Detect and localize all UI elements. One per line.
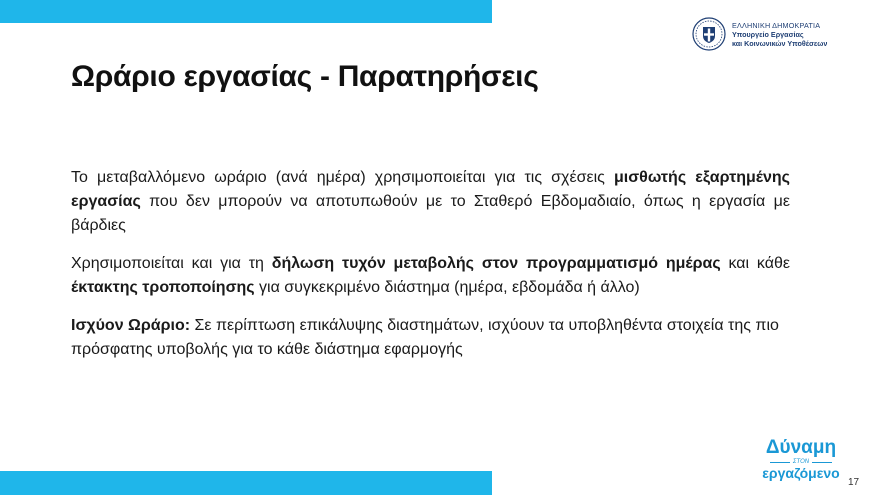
ministry-name-line2: και Κοινωνικών Υποθέσεων bbox=[732, 38, 828, 48]
page-number: 17 bbox=[848, 477, 860, 488]
p2-bold-2: έκτακτης τροποποίησης bbox=[71, 279, 255, 296]
top-accent-bar bbox=[0, 0, 492, 23]
paragraph-variable-schedule bbox=[71, 166, 790, 238]
logo-middle-text: ΣΤΟΝ bbox=[792, 459, 810, 465]
logo-line2: εργαζόμενο bbox=[762, 465, 840, 481]
p3-text-1: Σε περίπτωση επικάλυψης διαστημάτων, ισχύουν τα υποβληθέντα στοιχεία της πιο πρόσφατης υποβολής για το κάθε διάστημα εφαρμογής bbox=[71, 317, 779, 358]
p1-bold-1: μισθωτής εξαρτημένης εργασίας bbox=[71, 169, 790, 210]
ministry-name-line1: Υπουργείο Εργασίας bbox=[732, 29, 804, 39]
slide-body bbox=[71, 166, 790, 362]
p2-text-1: Χρησιμοποιείται και για τη bbox=[71, 255, 272, 272]
p3-bold-1: Ισχύον Ωράριο: bbox=[71, 317, 191, 334]
p2-text-3: για συγκεκριμένο διάστημα (ημέρα, εβδομάδα ή άλλο) bbox=[254, 279, 640, 296]
slide-title: Ωράριο εργασίας - Παρατηρήσεις bbox=[71, 60, 539, 93]
greek-emblem-icon bbox=[692, 17, 726, 51]
p1-text-2: που δεν μπορούν να αποτυπωθούν με το Σταθερό Εβδομαδιαίο, όπως η εργασία με βάρδιες bbox=[71, 193, 790, 234]
country-name: ΕΛΛΗΝΙΚΗ ΔΗΜΟΚΡΑΤΙΑ bbox=[732, 20, 821, 30]
p2-text-2: και κάθε bbox=[720, 255, 790, 272]
p2-bold-1: δήλωση τυχόν μεταβολής στον προγραμματισμό ημέρας bbox=[271, 255, 721, 272]
paragraph-changes-declaration bbox=[71, 252, 790, 300]
logo-rule-right bbox=[812, 462, 832, 463]
paragraph-current-schedule bbox=[71, 314, 790, 362]
bottom-accent-bar bbox=[0, 471, 492, 495]
logo-rule-left bbox=[770, 462, 790, 463]
p1-text-1: Το μεταβαλλόμενο ωράριο (ανά ημέρα) χρησιμοποιείται για τις σχέσεις bbox=[71, 169, 614, 186]
campaign-logo bbox=[760, 438, 842, 481]
ministry-header bbox=[692, 17, 827, 51]
logo-line1: Δύναμη bbox=[765, 437, 837, 458]
